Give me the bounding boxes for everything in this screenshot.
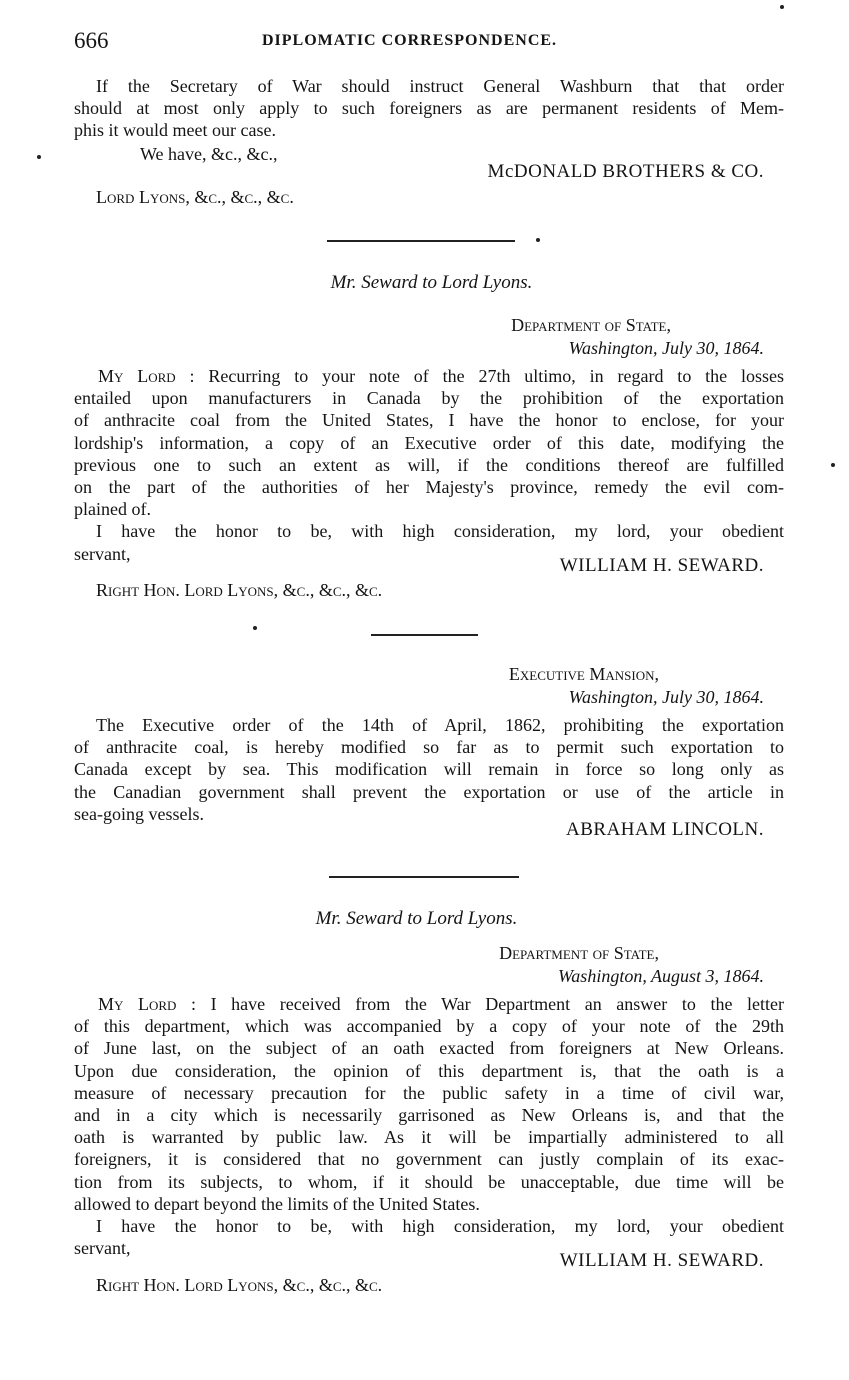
text-line: previous one to such an extent as will, if the conditions thereof are fulfilled <box>74 454 784 475</box>
text-line: phis it would meet our case. <box>74 120 276 141</box>
text-line: Canada except by sea. This modification will remain in force so long only as <box>74 759 784 780</box>
salutation: My Lord : <box>98 994 196 1014</box>
letter1-signature: McDONALD BROTHERS & CO. <box>487 161 764 182</box>
text-line: My Lord : Recurring to your note of the 27th ultimo, in regard to the losses <box>98 366 785 386</box>
section-divider <box>371 634 478 636</box>
text-line: tion from its subjects, to whom, if it should be unacceptable, due time will be <box>74 1171 784 1192</box>
print-speck <box>831 463 835 467</box>
text-line: sea-going vessels. <box>74 803 204 824</box>
text-line: I have the honor to be, with high consideration, my lord, your obedient <box>96 1215 784 1236</box>
letter2-addressee: Right Hon. Lord Lyons, &c., &c., &c. <box>96 580 383 600</box>
section-divider <box>329 876 519 878</box>
text-line: and in a city which is necessarily garrisoned as New Orleans is, and that the <box>74 1104 784 1125</box>
text-line: foreigners, it is considered that no government can justly complain of its exac- <box>74 1149 784 1170</box>
order-body <box>74 714 784 825</box>
letter3-dept: Department of State, <box>499 943 659 963</box>
letter2-body <box>74 365 784 565</box>
text-line: of this department, which was accompanied by a copy of your note of the 29th <box>74 1016 784 1037</box>
text-line: The Executive order of the 14th of April, 1862, prohibiting the exportation <box>96 715 784 735</box>
letter2-dateline: Washington, July 30, 1864. <box>568 338 764 358</box>
text-line: If the Secretary of War should instruct General Washburn that that order <box>96 76 784 96</box>
text-line: of anthracite coal, is hereby modified so far as to permit such exportation to <box>74 737 784 758</box>
text-line: entailed upon manufacturers in Canada by the prohibition of the exportation <box>74 388 784 409</box>
text-line: plained of. <box>74 499 151 520</box>
letter3-dateline: Washington, August 3, 1864. <box>557 966 764 986</box>
text-line: should at most only apply to such foreigners as are permanent residents of Mem- <box>74 98 784 119</box>
print-speck <box>37 155 41 159</box>
order-dept: Executive Mansion, <box>508 664 659 684</box>
letter2-heading: Mr. Seward to Lord Lyons. <box>330 272 533 293</box>
letter3-body <box>74 993 784 1259</box>
text-line: My Lord : I have received from the War Department an answer to the letter <box>98 994 784 1014</box>
print-speck <box>780 5 784 9</box>
order-signature: ABRAHAM LINCOLN. <box>566 819 764 840</box>
text-line: of anthracite coal from the United States, I have the honor to enclose, for your <box>74 410 784 431</box>
text-line: oath is warranted by public law. As it will be impartially administered to all <box>74 1127 784 1148</box>
letter1-body <box>74 75 784 142</box>
text-line: I have the honor to be, with high consideration, my lord, your obedient <box>96 521 784 542</box>
order-dateline: Washington, July 30, 1864. <box>568 687 764 707</box>
print-speck <box>536 238 540 242</box>
letter3-addressee: Right Hon. Lord Lyons, &c., &c., &c. <box>96 1275 383 1295</box>
text-line: allowed to depart beyond the limits of the United States. <box>74 1193 480 1214</box>
page-number: 666 <box>74 28 109 53</box>
text-line: the Canadian government shall prevent the exportation or use of the article in <box>74 781 784 802</box>
salutation: My Lord : <box>98 366 195 386</box>
text-line: of June last, on the subject of an oath exacted from foreigners at New Orleans. <box>74 1038 784 1059</box>
text-line: measure of necessary precaution for the public safety in a time of civil war, <box>74 1082 784 1103</box>
text-line: on the part of the authorities of her Majesty's province, remedy the evil com- <box>74 476 784 497</box>
text-line: lordship's information, a copy of an Executive order of this date, modifying the <box>74 432 784 453</box>
letter1-addressee: Lord Lyons, &c., &c., &c. <box>96 187 294 207</box>
running-title: DIPLOMATIC CORRESPONDENCE. <box>262 32 558 49</box>
letter3-signature: WILLIAM H. SEWARD. <box>559 1250 764 1271</box>
letter2-dept: Department of State, <box>511 315 671 335</box>
text-line: Upon due consideration, the opinion of this department is, that the oath is a <box>74 1060 784 1081</box>
letter2-signature: WILLIAM H. SEWARD. <box>559 555 764 576</box>
text-line: servant, <box>74 1238 131 1259</box>
page-header <box>74 28 784 54</box>
print-speck <box>253 626 257 630</box>
text-line: servant, <box>74 543 131 564</box>
section-divider <box>327 240 515 242</box>
letter3-heading: Mr. Seward to Lord Lyons. <box>315 908 518 929</box>
letter1-closing: We have, &c., &c., <box>140 144 278 164</box>
